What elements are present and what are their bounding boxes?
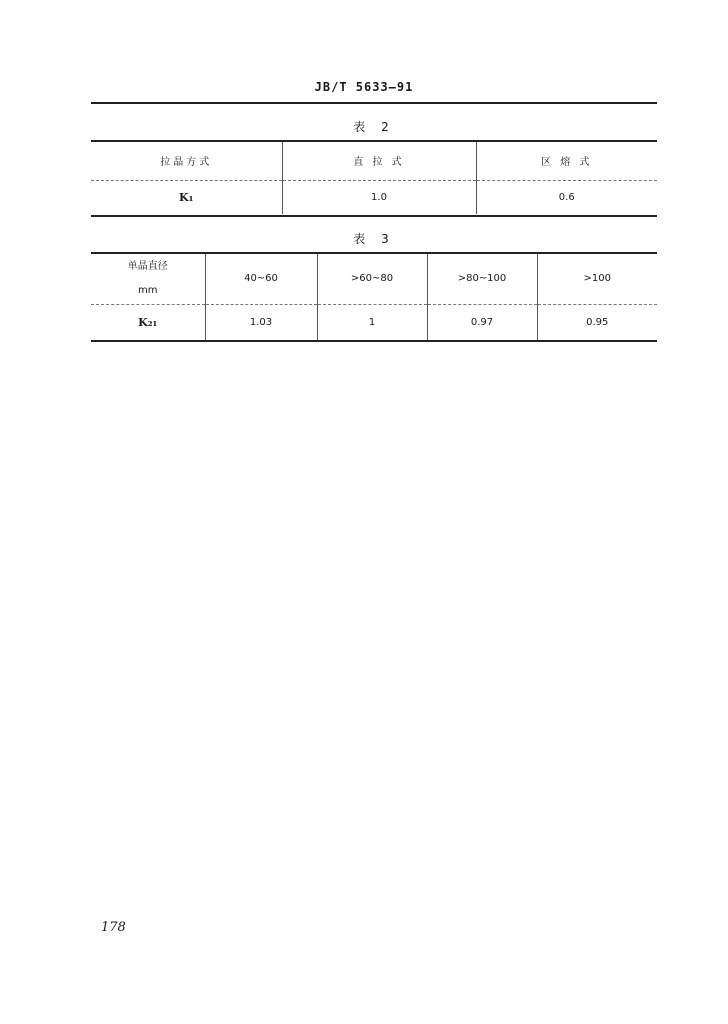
table2-caption: 表 2 [353, 120, 395, 134]
table2-row-label: K₁ [179, 190, 194, 204]
table3-cell-3: 0.97 [427, 304, 537, 340]
table2-header-method: 拉晶方式 [91, 142, 282, 180]
table3-header-range-1: 40~60 [205, 254, 317, 304]
table3-header-range-4: >100 [537, 254, 657, 304]
standard-number: JB/T 5633—91 [314, 80, 414, 94]
header-rule [91, 102, 657, 104]
table2-header-czochralski: 直 拉 式 [282, 142, 476, 180]
table2-header-float-zone: 区 熔 式 [476, 142, 657, 180]
table-2 [91, 142, 657, 214]
table3-cell-1: 1.03 [205, 304, 317, 340]
table3-row-label: K₂₁ [138, 315, 158, 329]
table3-bottom-rule [91, 340, 657, 342]
diameter-label: 单晶直径 [127, 260, 168, 272]
table3-cell-2: 1 [317, 304, 427, 340]
table-3 [91, 254, 657, 340]
table2-bottom-rule [91, 215, 657, 217]
table2-cell-czochralski: 1.0 [282, 180, 476, 214]
diameter-unit: mm [138, 284, 158, 296]
table3-header-diameter [91, 254, 205, 304]
table3-header-range-2: >60~80 [317, 254, 427, 304]
table2-cell-float-zone: 0.6 [476, 180, 657, 214]
table3-cell-4: 0.95 [537, 304, 657, 340]
page-number: 178 [101, 920, 126, 935]
table3-caption: 表 3 [353, 232, 395, 246]
table3-header-range-3: >80~100 [427, 254, 537, 304]
